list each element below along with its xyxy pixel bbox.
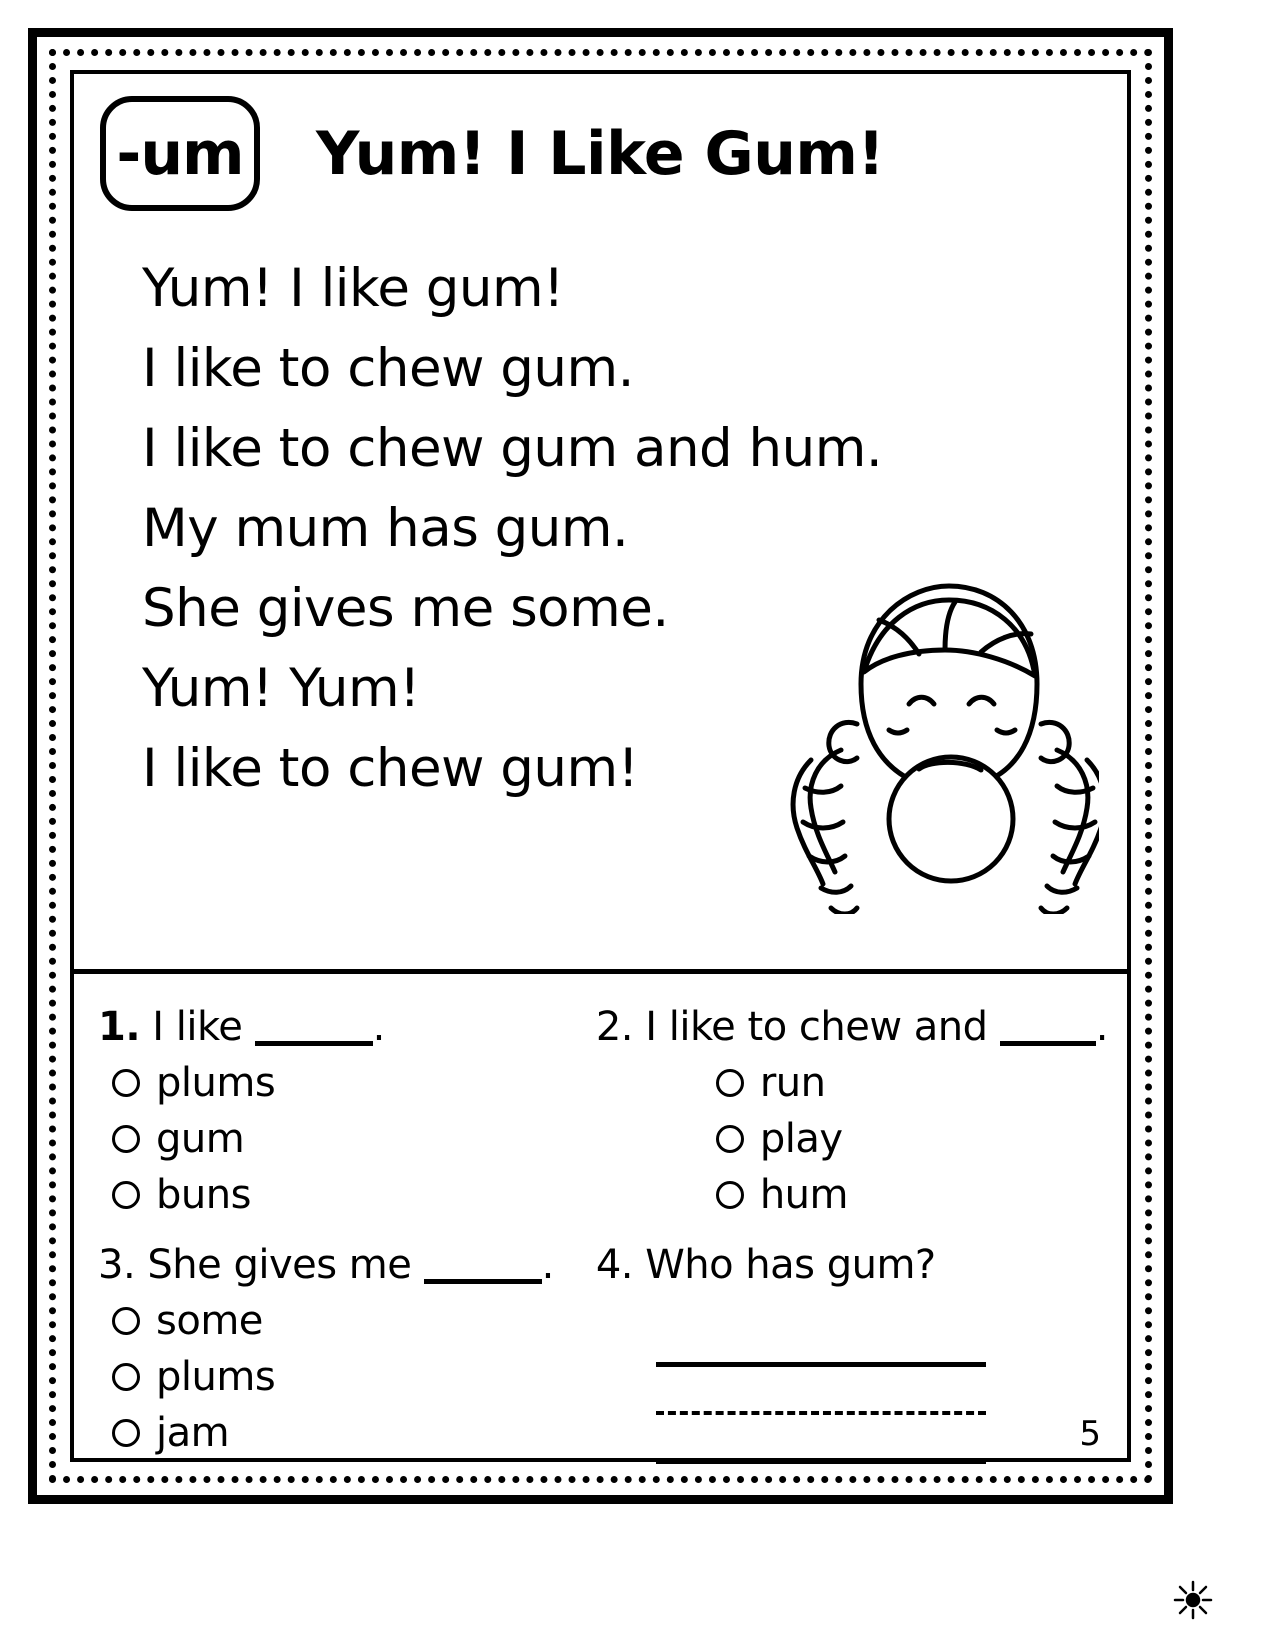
question-1-prompt — [98, 1004, 554, 1050]
question-3-choice[interactable] — [112, 1410, 554, 1456]
rime-badge: -um — [100, 96, 260, 211]
question-3-prompt — [98, 1242, 554, 1288]
question-4-prompt — [596, 1242, 1108, 1288]
question-4-answer-lines[interactable] — [656, 1318, 986, 1464]
radio-bubble-icon[interactable] — [716, 1125, 744, 1153]
page-outer-border — [28, 28, 1173, 1504]
poem-text — [142, 249, 1127, 809]
poem-line: I like to chew gum and hum. — [142, 418, 883, 480]
page-inner-border — [70, 70, 1131, 1462]
question-2 — [564, 990, 1108, 1228]
sun-doodle-icon — [1171, 1578, 1215, 1622]
answer-blank — [255, 1041, 373, 1046]
question-3-text: She gives me — [147, 1242, 412, 1288]
poem-line: Yum! Yum! — [142, 658, 420, 720]
page-title: Yum! I Like Gum! — [316, 118, 885, 189]
question-4-text: Who has gum? — [645, 1242, 936, 1288]
choice-label: plums — [156, 1060, 276, 1106]
choice-label: buns — [156, 1172, 251, 1218]
poem-line: I like to chew gum. — [142, 338, 634, 400]
question-3 — [98, 1228, 554, 1466]
page-number: 5 — [1079, 1414, 1101, 1454]
radio-bubble-icon[interactable] — [716, 1181, 744, 1209]
choice-label: jam — [156, 1410, 230, 1456]
radio-bubble-icon[interactable] — [112, 1181, 140, 1209]
question-2-choice[interactable] — [716, 1116, 1108, 1162]
question-1-suffix: . — [372, 1004, 385, 1050]
choice-label: gum — [156, 1116, 245, 1162]
question-1-choice[interactable] — [112, 1172, 554, 1218]
radio-bubble-icon[interactable] — [112, 1125, 140, 1153]
choice-label: plums — [156, 1354, 276, 1400]
radio-bubble-icon[interactable] — [112, 1419, 140, 1447]
passage-section — [74, 74, 1127, 974]
question-2-suffix: . — [1095, 1004, 1108, 1050]
questions-grid — [98, 990, 1108, 1466]
answer-line-dashed[interactable] — [656, 1367, 986, 1415]
choice-label: play — [759, 1116, 843, 1162]
question-2-choice[interactable] — [716, 1060, 1108, 1106]
radio-bubble-icon[interactable] — [112, 1069, 140, 1097]
question-1-text: I like — [152, 1004, 243, 1050]
question-2-choice[interactable] — [716, 1172, 1108, 1218]
choice-label: hum — [759, 1172, 848, 1218]
answer-line-solid[interactable] — [656, 1415, 986, 1464]
passage-header — [74, 74, 1127, 211]
question-3-suffix: . — [541, 1242, 554, 1288]
question-2-text: I like to chew and — [645, 1004, 988, 1050]
question-2-prompt — [596, 1004, 1108, 1050]
poem-line: Yum! I like gum! — [142, 258, 564, 319]
page-dotted-border — [49, 49, 1152, 1483]
answer-line-solid[interactable] — [656, 1318, 986, 1367]
poem-line: She gives me some. — [142, 578, 669, 640]
radio-bubble-icon[interactable] — [716, 1069, 744, 1097]
question-3-choice[interactable] — [112, 1298, 554, 1344]
poem-line: I like to chew gum! — [142, 738, 639, 800]
radio-bubble-icon[interactable] — [112, 1363, 140, 1391]
question-3-number: 3. — [98, 1242, 136, 1288]
poem-line: My mum has gum. — [142, 498, 629, 560]
question-4 — [564, 1228, 1108, 1466]
questions-section — [74, 974, 1127, 1466]
question-1 — [98, 990, 554, 1228]
question-1-choice[interactable] — [112, 1060, 554, 1106]
question-2-number: 2. — [595, 1004, 633, 1050]
radio-bubble-icon[interactable] — [112, 1307, 140, 1335]
question-1-choice[interactable] — [112, 1116, 554, 1162]
question-3-choice[interactable] — [112, 1354, 554, 1400]
choice-label: run — [759, 1060, 826, 1106]
question-1-number: 1. — [98, 1004, 141, 1050]
answer-blank — [1000, 1041, 1096, 1046]
choice-label: some — [156, 1298, 263, 1344]
answer-blank — [424, 1279, 542, 1284]
question-4-number: 4. — [595, 1242, 633, 1288]
